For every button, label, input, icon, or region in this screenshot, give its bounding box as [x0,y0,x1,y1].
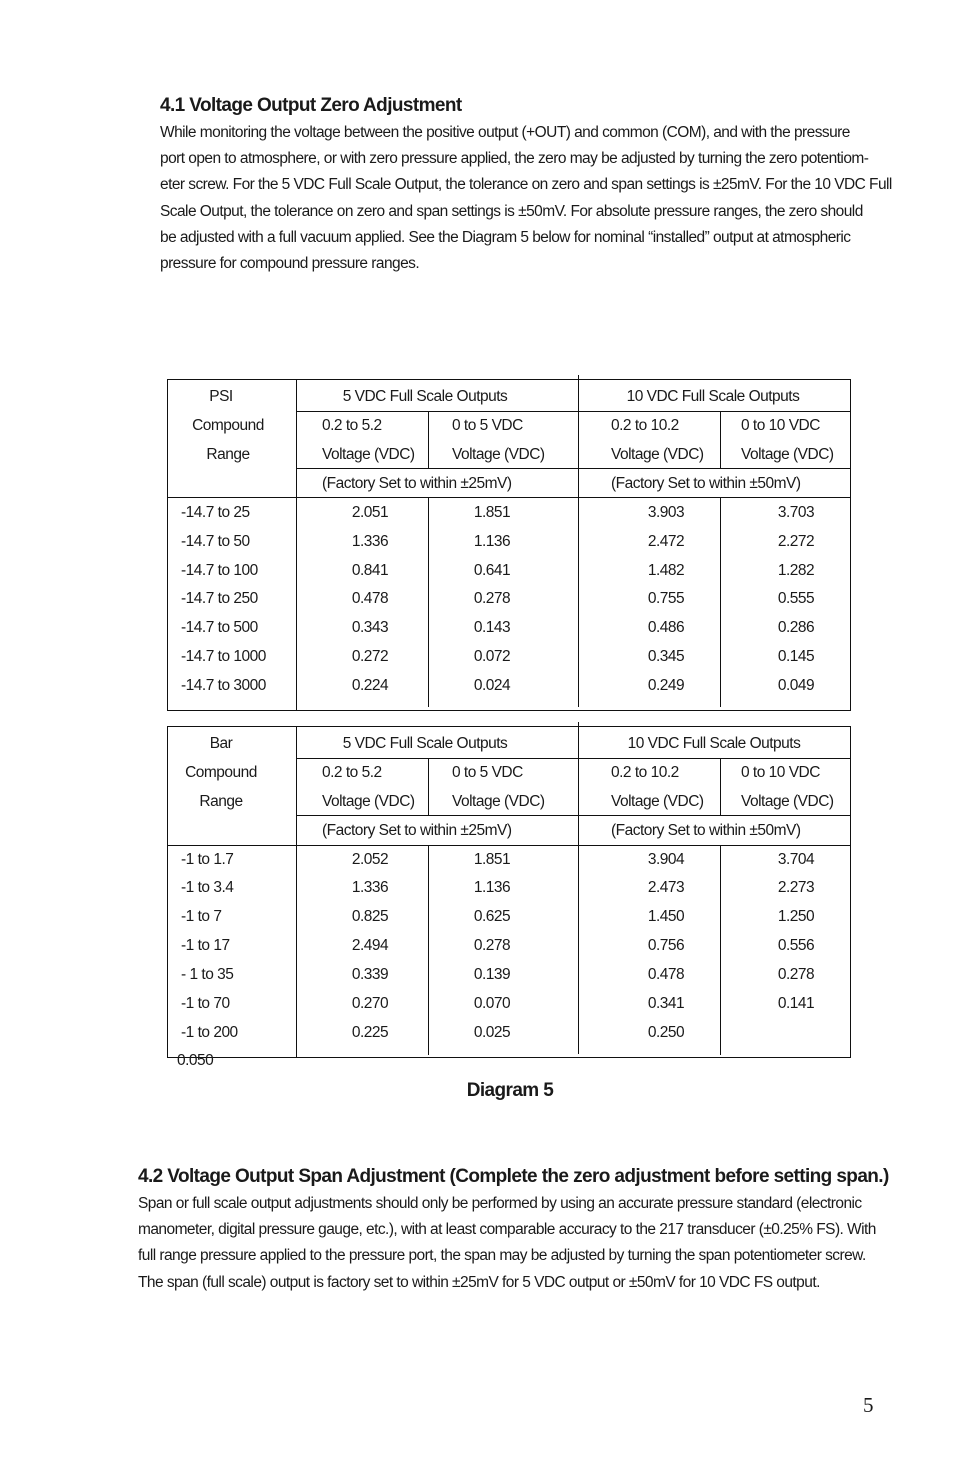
col-header-0.2-10.2: 0.2 to 10.2 [611,417,679,434]
value-cell: 0.024 [473,677,511,694]
value-cell: 0.278 [473,590,511,607]
value-cell: 2.052 [351,851,389,868]
section-heading-4-1: 4.1 Voltage Output Zero Adjustment [160,95,462,116]
range-cell: -1 to 200 [181,1024,238,1041]
section-4-1-paragraph [160,120,892,277]
value-cell: 0.225 [351,1024,389,1041]
value-cell: 0.143 [473,619,511,636]
value-cell: 0.025 [473,1024,511,1041]
range-header-label: Range [199,793,243,810]
value-cell: 0.270 [351,995,389,1012]
paragraph-line: full range pressure applied to the pressure port, the span may be adjusted by turning the span potentiometer screw. [138,1247,866,1265]
col-header-unit: Voltage (VDC) [452,793,545,810]
value-cell: 0.556 [777,937,815,954]
value-cell: 1.482 [647,562,685,579]
value-cell: 0.841 [351,562,389,579]
section-heading-4-2: 4.2 Voltage Output Span Adjustment (Complete the zero adjustment before setting span.) [138,1166,889,1187]
range-header-type: Compound [185,764,257,781]
psi-compound-table [167,379,851,711]
value-cell: 0.478 [647,966,685,983]
col-header-0-5vdc: 0 to 5 VDC [452,764,523,781]
range-cell: -14.7 to 500 [181,619,258,636]
group-header-5vdc: 5 VDC Full Scale Outputs [342,735,508,752]
col-header-0.2-5.2: 0.2 to 5.2 [322,764,382,781]
range-cell: - 1 to 35 [181,966,234,983]
value-cell: 0.286 [777,619,815,636]
value-cell: 0.145 [777,648,815,665]
stray-value: 0.050 [177,1052,214,1069]
value-cell: 0.755 [647,590,685,607]
col-header-0-10vdc: 0 to 10 VDC [741,764,820,781]
range-cell: -1 to 3.4 [181,879,234,896]
paragraph-line: The span (full scale) output is factory set to within ±25mV for 5 VDC output or ±50mV for 10 VDC FS output. [138,1273,820,1291]
range-header-label: Range [206,446,250,463]
value-cell: 0.555 [777,590,815,607]
value-cell: 0.224 [351,677,389,694]
col-header-unit: Voltage (VDC) [611,793,704,810]
value-cell: 0.049 [777,677,815,694]
value-cell: 1.250 [777,908,815,925]
paragraph-line: manometer, digital pressure gauge, etc.), with at least comparable accuracy to the 217 transducer (±0.25% FS). With [138,1221,876,1239]
value-cell: 0.825 [351,908,389,925]
group-header-10vdc: 10 VDC Full Scale Outputs [626,388,800,405]
value-cell: 1.282 [777,562,815,579]
value-cell: 3.903 [647,504,685,521]
range-cell: -1 to 17 [181,937,230,954]
bar-compound-table [167,726,851,1058]
col-header-0-5vdc: 0 to 5 VDC [452,417,523,434]
value-cell: 0.272 [351,648,389,665]
range-cell: -14.7 to 100 [181,562,258,579]
diagram-caption: Diagram 5 [466,1080,554,1101]
value-cell: 1.336 [351,533,389,550]
factory-tolerance-10vdc: (Factory Set to within ±50mV) [611,475,801,492]
value-cell: 0.339 [351,966,389,983]
col-header-unit: Voltage (VDC) [611,446,704,463]
value-cell: 0.249 [647,677,685,694]
range-cell: -1 to 70 [181,995,230,1012]
col-header-0.2-10.2: 0.2 to 10.2 [611,764,679,781]
value-cell: 2.051 [351,504,389,521]
range-cell: -1 to 1.7 [181,851,234,868]
factory-tolerance-10vdc: (Factory Set to within ±50mV) [611,822,801,839]
range-header-unit: Bar [209,735,233,752]
value-cell: 1.336 [351,879,389,896]
value-cell: 3.904 [647,851,685,868]
range-header-unit: PSI [209,388,233,405]
col-header-unit: Voltage (VDC) [741,446,834,463]
value-cell: 3.704 [777,851,815,868]
value-cell: 0.486 [647,619,685,636]
factory-tolerance-5vdc: (Factory Set to within ±25mV) [322,822,512,839]
value-cell: 0.278 [473,937,511,954]
range-cell: -1 to 7 [181,908,222,925]
section-4-2-paragraph [138,1191,876,1296]
value-cell: 3.703 [777,504,815,521]
col-header-unit: Voltage (VDC) [322,446,415,463]
group-header-10vdc: 10 VDC Full Scale Outputs [627,735,801,752]
col-header-unit: Voltage (VDC) [322,793,415,810]
paragraph-line: pressure for compound pressure ranges. [160,255,420,273]
value-cell: 2.272 [777,533,815,550]
paragraph-line: Scale Output, the tolerance on zero and span settings is ±50mV. For absolute pressure ranges, the zero should [160,202,863,220]
page-number: 5 [863,1393,874,1417]
value-cell: 2.473 [647,879,685,896]
value-cell: 0.070 [473,995,511,1012]
value-cell: 1.136 [473,533,511,550]
value-cell: 2.472 [647,533,685,550]
col-header-unit: Voltage (VDC) [741,793,834,810]
value-cell: 2.494 [351,937,389,954]
range-cell: -14.7 to 3000 [181,677,266,694]
paragraph-line: eter screw. For the 5 VDC Full Scale Output, the tolerance on zero and span settings is ±25mV. For the 10 VDC Full [160,176,892,194]
value-cell: 0.756 [647,937,685,954]
value-cell: 1.450 [647,908,685,925]
paragraph-line: port open to atmosphere, or with zero pressure applied, the zero may be adjusted by turning the zero potentiom- [160,150,869,168]
range-cell: -14.7 to 250 [181,590,258,607]
paragraph-line: be adjusted with a full vacuum applied. See the Diagram 5 below for nominal “installed” output at atmospheric [160,228,851,246]
value-cell: 1.851 [473,851,511,868]
col-header-unit: Voltage (VDC) [452,446,545,463]
value-cell: 2.273 [777,879,815,896]
value-cell: 0.072 [473,648,511,665]
value-cell: 1.851 [473,504,511,521]
paragraph-line: While monitoring the voltage between the positive output (+OUT) and common (COM), and with the pressure [160,124,850,141]
value-cell: 0.341 [647,995,685,1012]
value-cell: 0.625 [473,908,511,925]
range-cell: -14.7 to 1000 [181,648,266,665]
col-header-0-10vdc: 0 to 10 VDC [741,417,820,434]
range-cell: -14.7 to 25 [181,504,250,521]
value-cell: 0.278 [777,966,815,983]
value-cell: 0.345 [647,648,685,665]
factory-tolerance-5vdc: (Factory Set to within ±25mV) [322,475,512,492]
col-header-0.2-5.2: 0.2 to 5.2 [322,417,382,434]
value-cell: 0.141 [777,995,815,1012]
value-cell: 1.136 [473,879,511,896]
range-cell: -14.7 to 50 [181,533,250,550]
value-cell: 0.641 [473,562,511,579]
range-header-type: Compound [192,417,264,434]
paragraph-line: Span or full scale output adjustments should only be performed by using an accurate pressure standard (electronic [138,1195,862,1212]
value-cell: 0.343 [351,619,389,636]
value-cell: 0.478 [351,590,389,607]
group-header-5vdc: 5 VDC Full Scale Outputs [342,388,508,405]
value-cell: 0.250 [647,1024,685,1041]
value-cell: 0.139 [473,966,511,983]
